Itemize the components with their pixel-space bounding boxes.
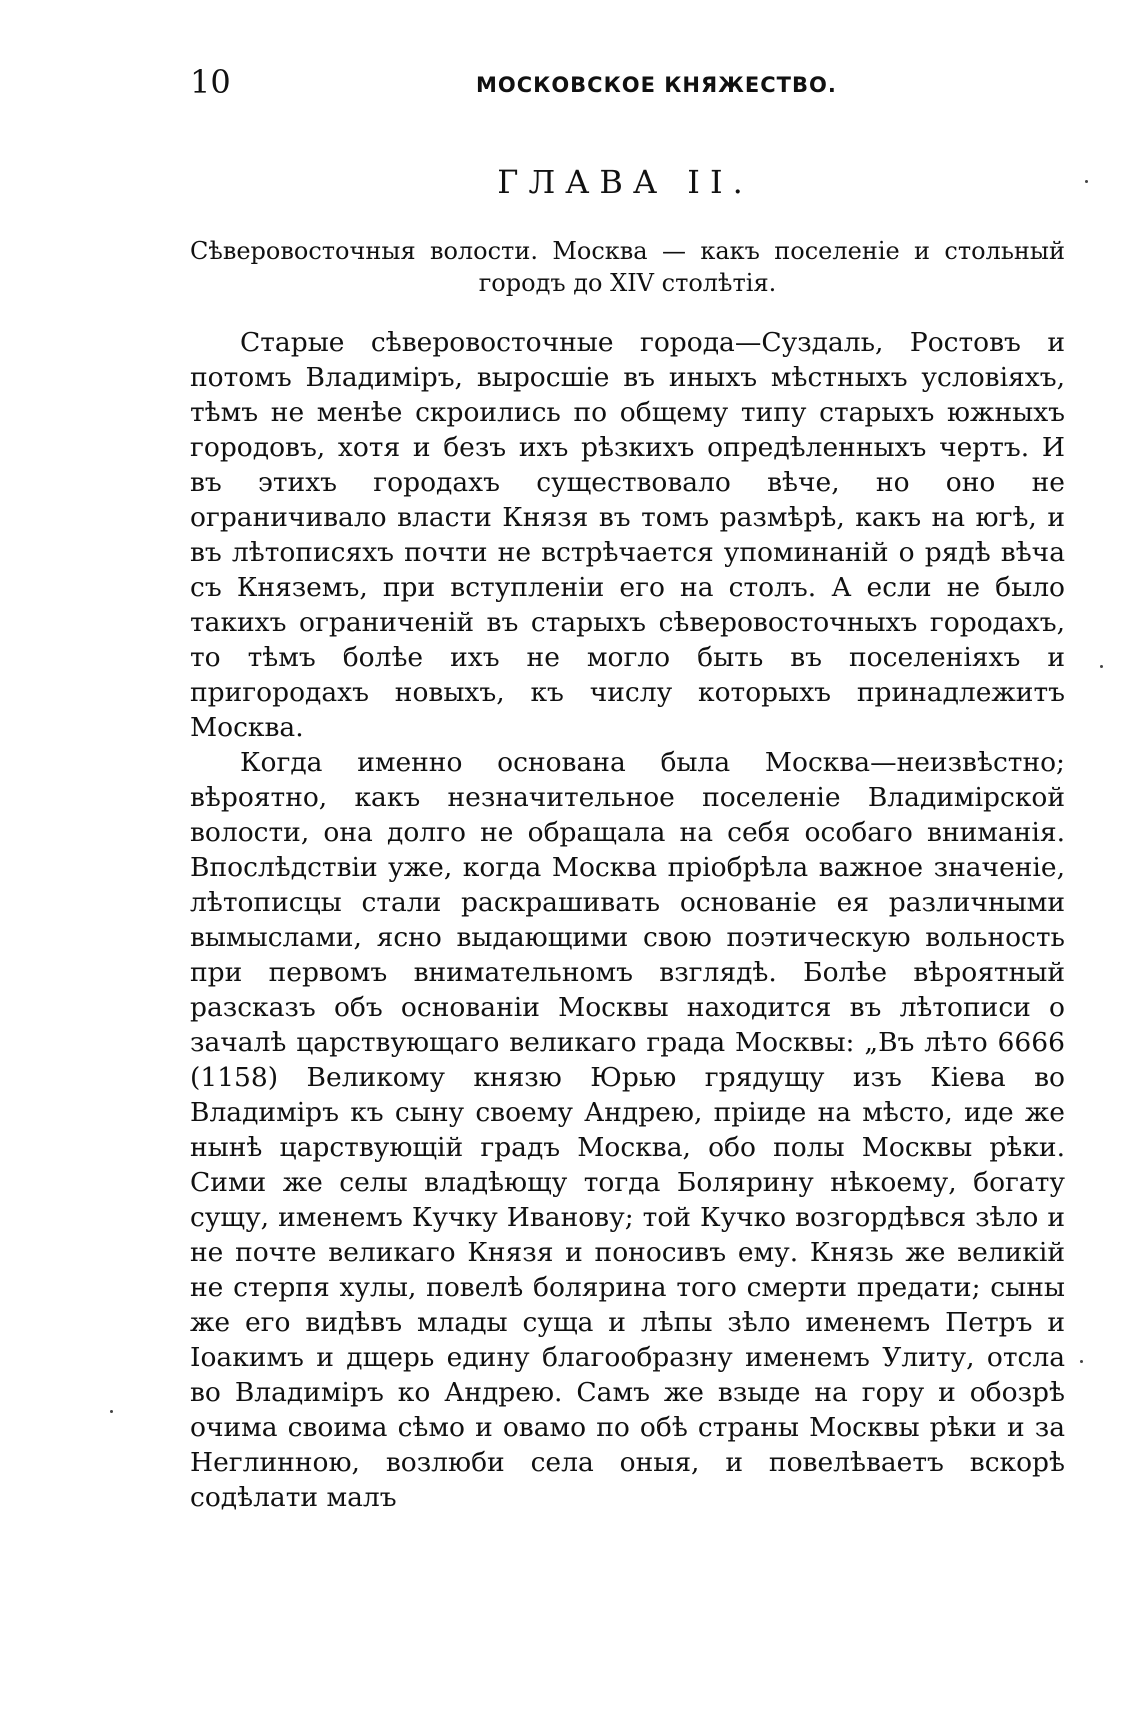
paragraph-founding-of-moscow: Когда именно основана была Москва—неизвѣстно; вѣроятно, какъ незначительное поселеніе Владимірской волости, она долго не обращала на себя особаго вниманія. Впослѣдствіи уже, когда Москва пріобрѣла важное значеніе, лѣтописцы стали раскрашивать основаніе ея различными вымыслами, ясно выдающими свою поэтическую вольность при первомъ внимательномъ взглядѣ. Болѣе вѣроятный разсказъ объ основаніи Москвы находится въ лѣтописи о зачалѣ царствующаго великаго града Москвы: „Въ лѣто 6666 (1158) Великому князю Юрью грядущу изъ Кіева во Владиміръ къ сыну своему Андрею, пріиде на мѣсто, иде же нынѣ царствующій градъ Москва, обо полы Москвы рѣки. Сими же селы владѣющу тогда Болярину нѣкоему, богату сущу, именемъ Кучку Иванову; той Кучко возгордѣвся зѣло и не почте великаго Князя и поносивъ ему. Князь же великій не стерпя хулы, повелѣ болярина того смерти предати; сыны же его видѣвъ млады суща и лѣпы зѣло именемъ Петръ и Іоакимъ и дщерь едину благообразну именемъ Улиту, отсла во Владиміръ ко Андрею. Самъ же взыде на гору и обозрѣ очима своима сѣмо и овамо по обѣ страны Москвы рѣки и за Неглинною, возлюби села оныя, и повелѣваетъ вскорѣ содѣлати малъ [190,747,1065,1513]
page-number: 10 [190,63,231,101]
scan-speck [110,1410,113,1413]
running-head [190,62,1090,112]
scan-speck [1085,180,1088,183]
scan-speck [1100,665,1103,668]
chapter-heading: ГЛАВА II. [497,163,753,201]
scan-speck [1080,1360,1083,1363]
paragraph-northeastern-towns: Старые сѣверовосточные города—Суздаль, Ростовъ и потомъ Владиміръ, выросшіе въ иныхъ мѣстныхъ условіяхъ, тѣмъ не менѣе скроились по общему типу старыхъ южныхъ городовъ, хотя и безъ ихъ рѣзкихъ опредѣленныхъ чертъ. И въ этихъ городахъ существовало вѣче, но оно не ограничивало власти Князя въ томъ размѣрѣ, какъ на югѣ, и въ лѣтописяхъ почти не встрѣчается упоминаній о рядѣ вѣча съ Княземъ, при вступленіи его на столъ. А если не было такихъ ограниченій въ старыхъ сѣверовосточныхъ городахъ, то тѣмъ болѣе ихъ не могло быть въ поселеніяхъ и пригородахъ новыхъ, къ числу которыхъ принадлежитъ Москва. [190,327,1065,743]
chapter-summary: Сѣверовосточныя волости. Москва — какъ поселеніе и стольный городъ до XIV столѣтія. [190,237,1065,297]
body-text [190,325,1065,1515]
running-title: МОСКОВСКОЕ КНЯЖЕСТВО. [476,73,837,97]
